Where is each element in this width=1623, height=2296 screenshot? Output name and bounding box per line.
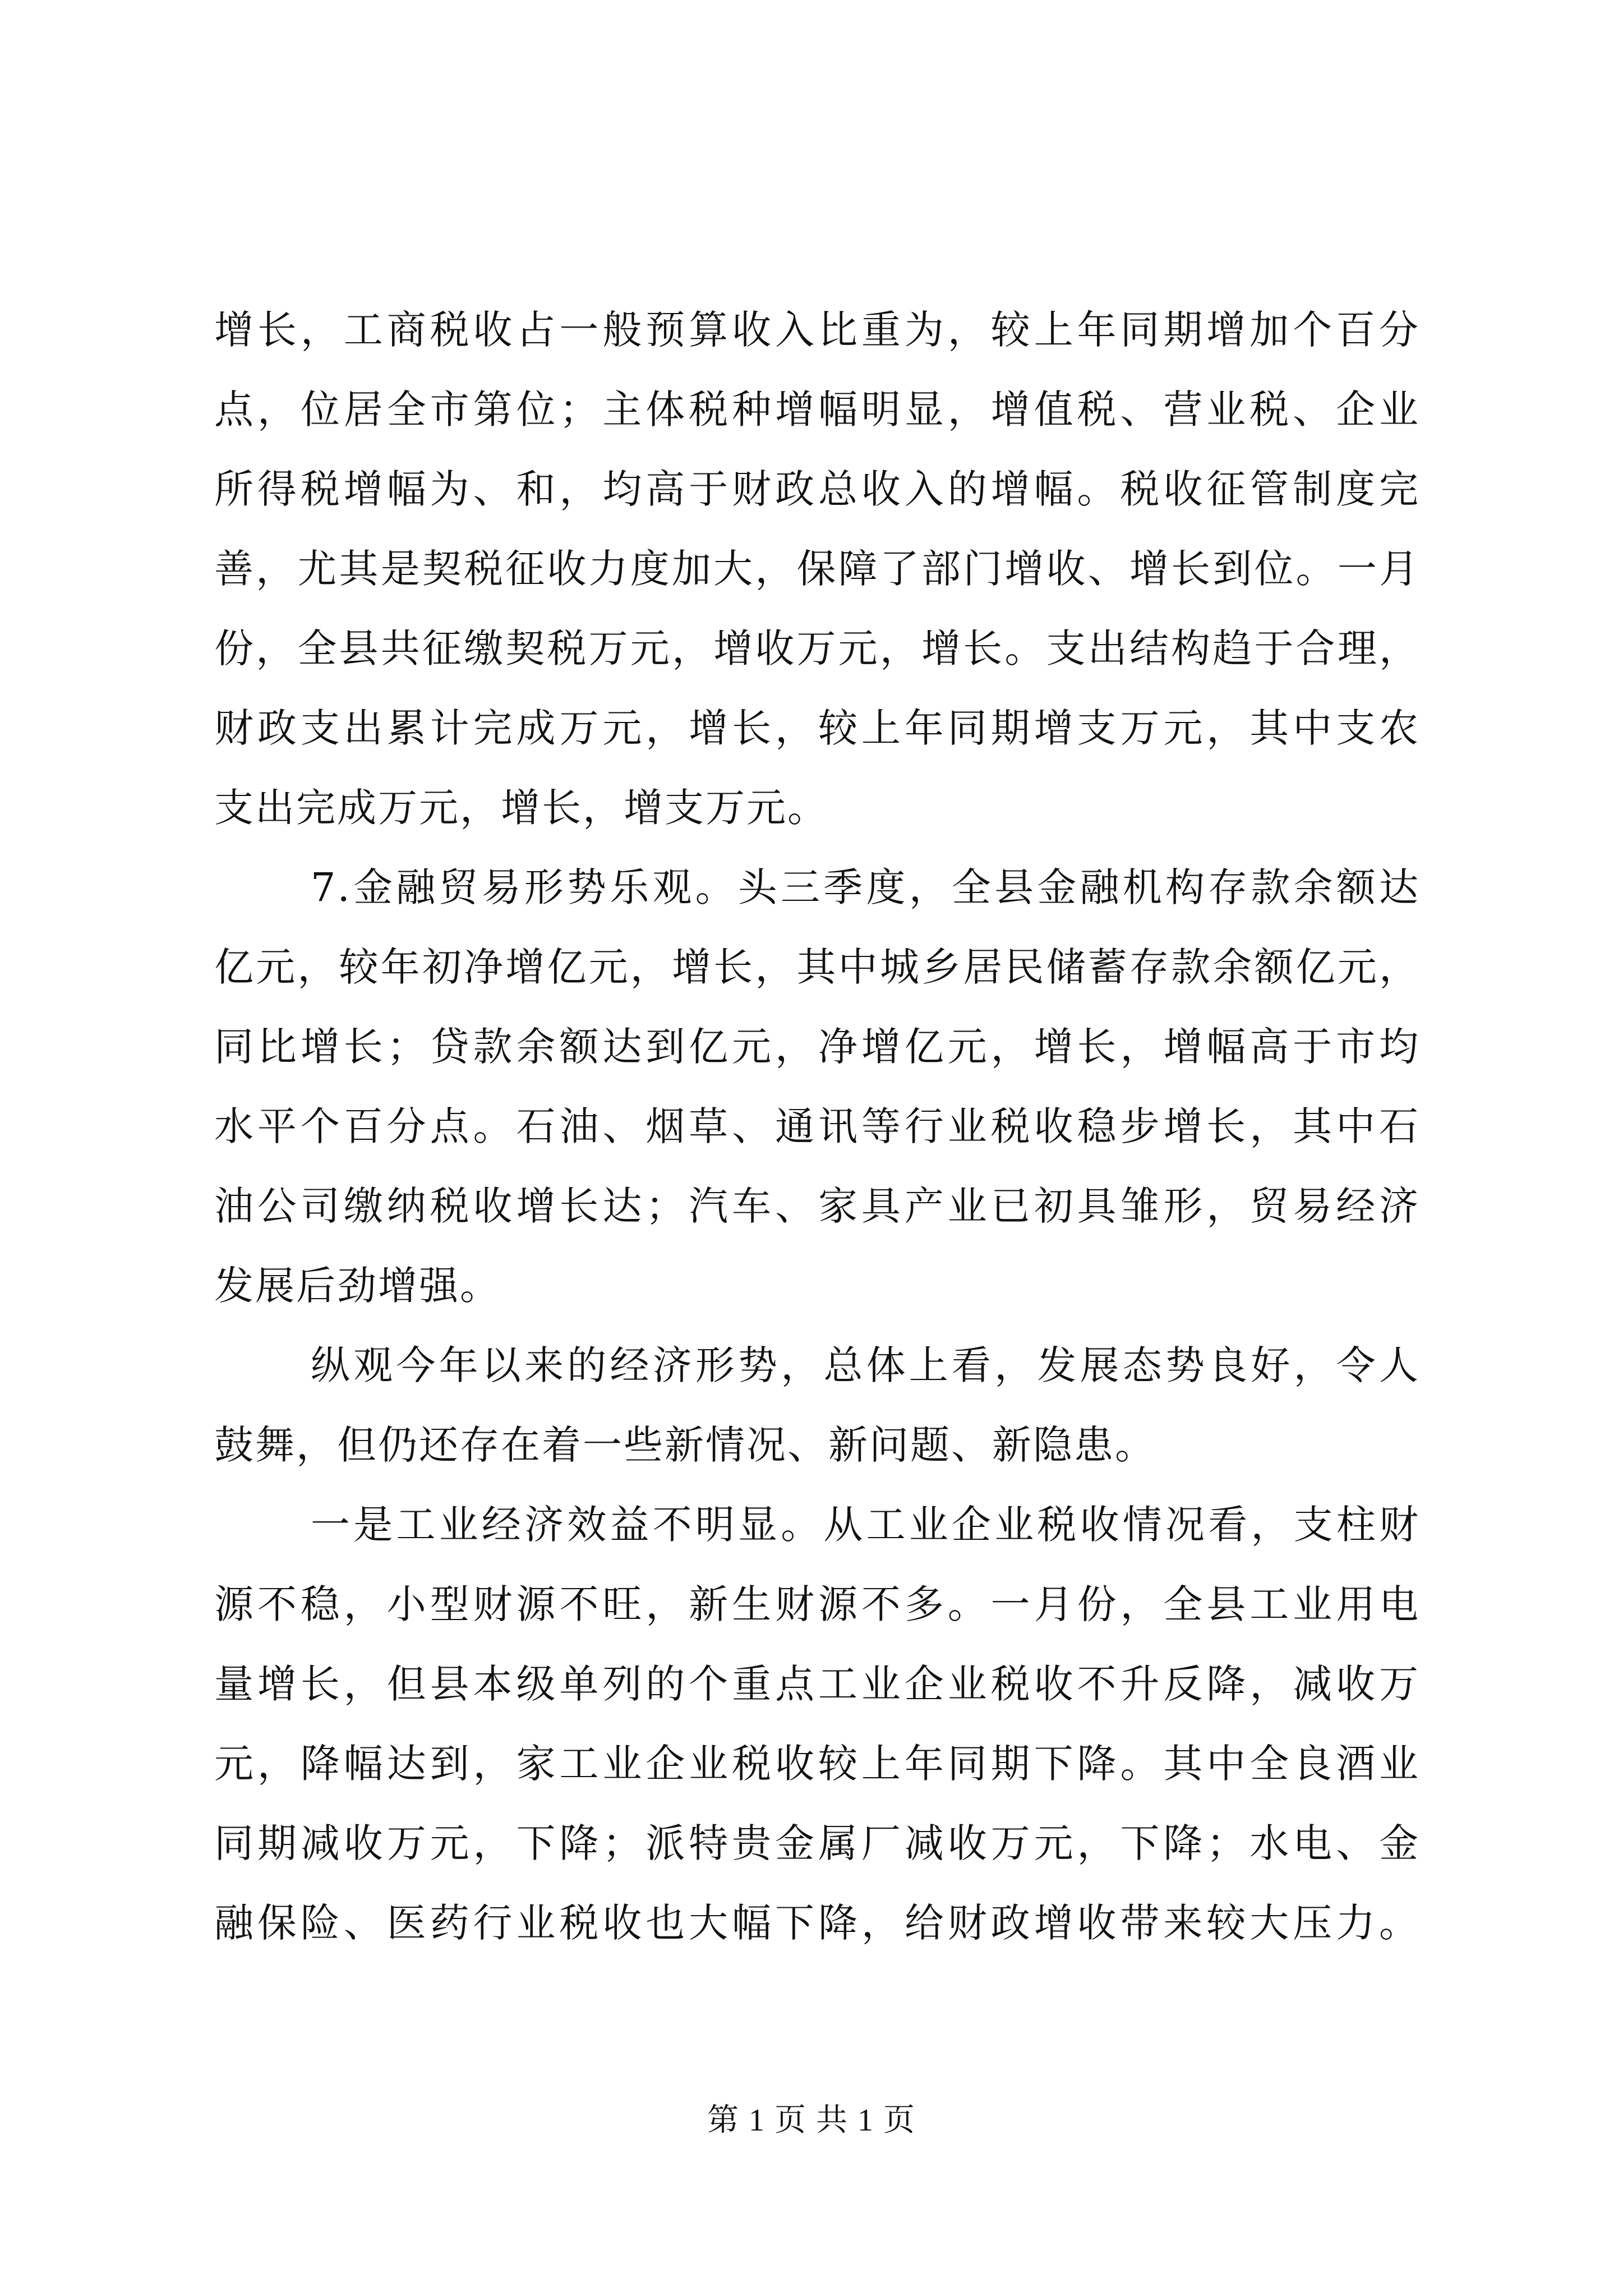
text-line: 亿元，较年初净增亿元，增长，其中城乡居民储蓄存款余额亿元， bbox=[214, 944, 1420, 990]
text-line: 财政支出累计完成万元，增长，较上年同期增支万元，其中支农 bbox=[214, 705, 1420, 751]
text-line: 增长，工商税收占一般预算收入比重为，较上年同期增加个百分 bbox=[214, 307, 1420, 353]
page-footer: 第 1 页 共 1 页 bbox=[707, 2103, 916, 2138]
text-line: 水平个百分点。石油、烟草、通讯等行业税收稳步增长，其中石 bbox=[214, 1103, 1420, 1149]
text-line: 发展后劲增强。 bbox=[214, 1263, 501, 1309]
text-line: 源不稳，小型财源不旺，新生财源不多。一月份，全县工业用电 bbox=[214, 1581, 1420, 1627]
text-line: 点，位居全市第位；主体税种增幅明显，增值税、营业税、企业 bbox=[214, 386, 1420, 432]
text-line: 元，降幅达到，家工业企业税收较上年同期下降。其中全良酒业 bbox=[214, 1741, 1420, 1787]
document-body bbox=[214, 290, 1420, 1963]
text-line: 份，全县共征缴契税万元，增收万元，增长。支出结构趋于合理， bbox=[214, 625, 1420, 671]
text-line: 同比增长；贷款余额达到亿元，净增亿元，增长，增幅高于市均 bbox=[214, 1024, 1420, 1070]
text-line: 善，尤其是契税征收力度加大，保障了部门增收、增长到位。一月 bbox=[214, 546, 1420, 592]
text-line: 7.金融贸易形势乐观。头三季度，全县金融机构存款余额达 bbox=[311, 864, 1420, 910]
text-line: 油公司缴纳税收增长达；汽车、家具产业已初具雏形，贸易经济 bbox=[214, 1183, 1420, 1229]
text-line: 纵观今年以来的经济形势，总体上看，发展态势良好，令人 bbox=[311, 1342, 1420, 1388]
text-line: 支出完成万元，增长，增支万元。 bbox=[214, 785, 828, 831]
text-line: 融保险、医药行业税收也大幅下降，给财政增收带来较大压力。 bbox=[214, 1900, 1420, 1946]
text-line: 所得税增幅为、和，均高于财政总收入的增幅。税收征管制度完 bbox=[214, 466, 1420, 512]
text-line: 一是工业经济效益不明显。从工业企业税收情况看，支柱财 bbox=[311, 1502, 1420, 1548]
text-line: 鼓舞，但仍还存在着一些新情况、新问题、新隐患。 bbox=[214, 1422, 1156, 1468]
text-line: 量增长，但县本级单列的个重点工业企业税收不升反降，减收万 bbox=[214, 1661, 1420, 1707]
text-line: 同期减收万元，下降；派特贵金属厂减收万元，下降；水电、金 bbox=[214, 1820, 1420, 1866]
